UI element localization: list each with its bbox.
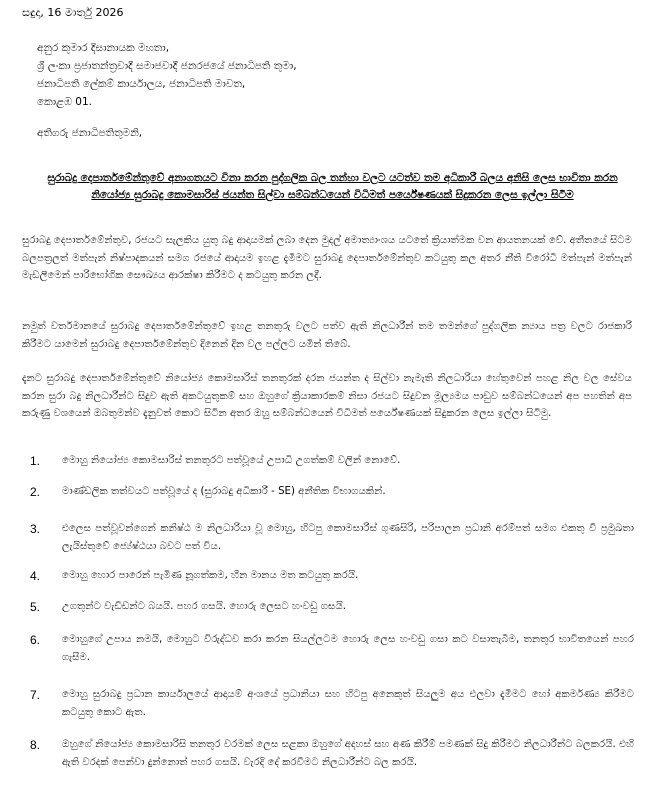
list-item-number: 6. xyxy=(30,633,41,647)
body-paragraph: සුරාබදු දෙපාර්තමේන්තුව, රජයට සැලකිය යුතු බදු ආදායමක් ලබා දෙන මුදල් අමාත්‍යාංශය යටතේ ක්‍රියාත්මක වන ආයතනයක් වේ. අතීතයේ සිටම බලපත්‍රලත් මත්පැන් නිෂ්පාදකයන් සමග රජයේ ආදායම ඉහළ දැමීමට සුරාබදු දෙපාර්තමේන්තුව කටයුතු කල අතර නීති විරෝධී මත්පැන් මත්පැන් මැඩලීමෙන් පාරිභෝගික සෞඛ්‍යය ආරක්ෂා කිරීමට ද කටයුතු කරන ලදී. xyxy=(22,235,632,281)
list-item-number: 7. xyxy=(30,688,41,702)
list-item-text: ඔහුගේ නියෝජ්‍ය කොමසාරිසි තනතුර වරමක් ලෙස සළකා ඔහුගේ අදහස් සහ අණ කිරීම් පමණක් සිදු කිරීමට නිලධාරීන්ට බලකරයි. එහි ඇති වරදක් පෙන්වා දුන්නොත් පහර ගසයි. වැරදි දේ කරවීමට නිලධාරීන්ට බල කරයි. xyxy=(62,739,634,768)
letter-subject: සුරාබදු දෙපාර්තමේන්තුවේ අනාගතයට විනා කරන පුද්ගලික බල තන්හා වලට යටත්ව තම අධිකාරී බලය අනිසි ලෙස භාවිතා කරන නියෝජ්‍ය සුරාබදු කොමසාරිස් ජයන්ත සිල්වා සම්බන්ධයෙන් විධිමත් පර්යේෂණයක් සිදුකරන ලෙස ඉල්ලා සිටීම xyxy=(47,172,618,201)
list-item-text: මොහු සුරාබදු ප්‍රධාන කාර්යාලයේ ආදායම් අංශයේ ප්‍රධානියා සහ හිටපු අනෙකුත් සියලුම අය එලවා දැමීමට හෝ අකර්මණ්‍ය කිරීමට කටයුතු කොට ඇත. xyxy=(62,689,634,718)
address-line: ශ්‍රී ලංකා ප්‍රජාතන්ත්‍රවාදී සමාජවාදී ජනරජයේ ජනාධිපති තුමා, xyxy=(37,60,297,72)
list-item-text: එලෙස පත්වූවන්ගෙන් කනිෂ්ඨ ම නිලධාරියා වූ මොහු, හිටපු කොමසාරිස් ගුණසිරි, පරිපාලන ප්‍රධානි අරම්පත් සමග එකතු වී ප්‍රමුඛතා ලැයිස්තුවේ ජ්‍යේෂ්ඨයා බවට පත් විය. xyxy=(62,523,634,552)
body-paragraph: නමුත් වර්තමානයේ සුරාබදු දෙපාර්තමේන්තුවේ ඉහළ තනතුරු වලට පත්ව ඇති නිලධාරීන් තම තමන්ගේ පුද්ගලික න්‍යාය පත්‍ර වලට රාජකාරි කිරීමට යාමෙන් සුරාබදු දෙපාර්තමේන්තුව දිනෙන් දින වල පල්ලට යමින් තිබේ. xyxy=(22,321,632,350)
address-line: අනුර කුමාර දිසානායක මහතා, xyxy=(37,42,170,54)
salutation: අතිගරු ජනාධිපතිතුමනි, xyxy=(37,127,143,139)
list-item-number: 1. xyxy=(30,454,41,468)
list-item-text: මාණ්ඩලික තත්වයට පත්වූයේ ද (සුරාබදු අධිකාරී - SE) අනීතික විභාගයකින්. xyxy=(62,486,386,497)
recipient-address xyxy=(37,39,297,111)
letter-date: සඳුදා, 16 මාර්තු 2026 xyxy=(22,6,124,19)
list-item-number: 4. xyxy=(30,569,41,583)
list-item-text: මොහු නියෝජ්‍ය කොමසාරිස් තනතුරට පත්වූයේ උපාධි උගත්කම් වලින් නොවේ. xyxy=(62,455,401,466)
list-item-text: මොහු හොර පාරෙන් පැමිණ නූගත්කම, හීන මානය මත කටයුතු කරයි. xyxy=(62,570,359,581)
address-line: ජනාධිපති ලේකම් කාර්යාලය, ජනාධිපති මාවත, xyxy=(37,78,246,90)
body-paragraph: දැනට සුරාබදු දෙපාර්තමේන්තුවේ නියෝජ්‍ය කොමසාරිස් තනතුරක් දරන ජයන්ත ද සිල්වා නැමැති නිලධාරියා හේතුවෙන් පහළ නිල වල සේවය කරන සුරා බදු නිලධාරීන්ට සිදුව ඇති අකටයුතුකම් සහ ඔහුගේ ක්‍රියාකාරකම් නිසා රජයට සිදුවන මූල්‍යමය පාඩුව සම්බන්ධයෙන් අප පහතින් අප කරුණු වශයෙන් ඔබතුමන්ව දැනුවත් කොට සිටින අතර ඔහු සම්බන්ධයෙන් විධිමත් පර්යේෂණයක් සිදුකරන ලෙස ඉල්ලා සිටිමු. xyxy=(22,373,632,419)
list-item-number: 2. xyxy=(30,485,41,499)
list-item-number: 8. xyxy=(30,738,41,752)
address-line: කොළඹ 01. xyxy=(37,96,92,108)
list-item-text: මොහුගේ උපාය නමයි, මොහුට විරුද්ධව කරා කරන සියල්ලටම හොරු ලෙස හංවඩු ගසා කට වසාතැබීම, තනතුර භාවිතයෙන් පහර ගැසීම. xyxy=(62,634,634,663)
list-item-text: උගතුන්ට වැඩිඩන්ට බයයි. පහර ගසයි. හොරු ලෙසට හංවඩු ගසයි. xyxy=(62,601,346,612)
list-item-number: 3. xyxy=(30,522,41,536)
list-item-number: 5. xyxy=(30,600,41,614)
